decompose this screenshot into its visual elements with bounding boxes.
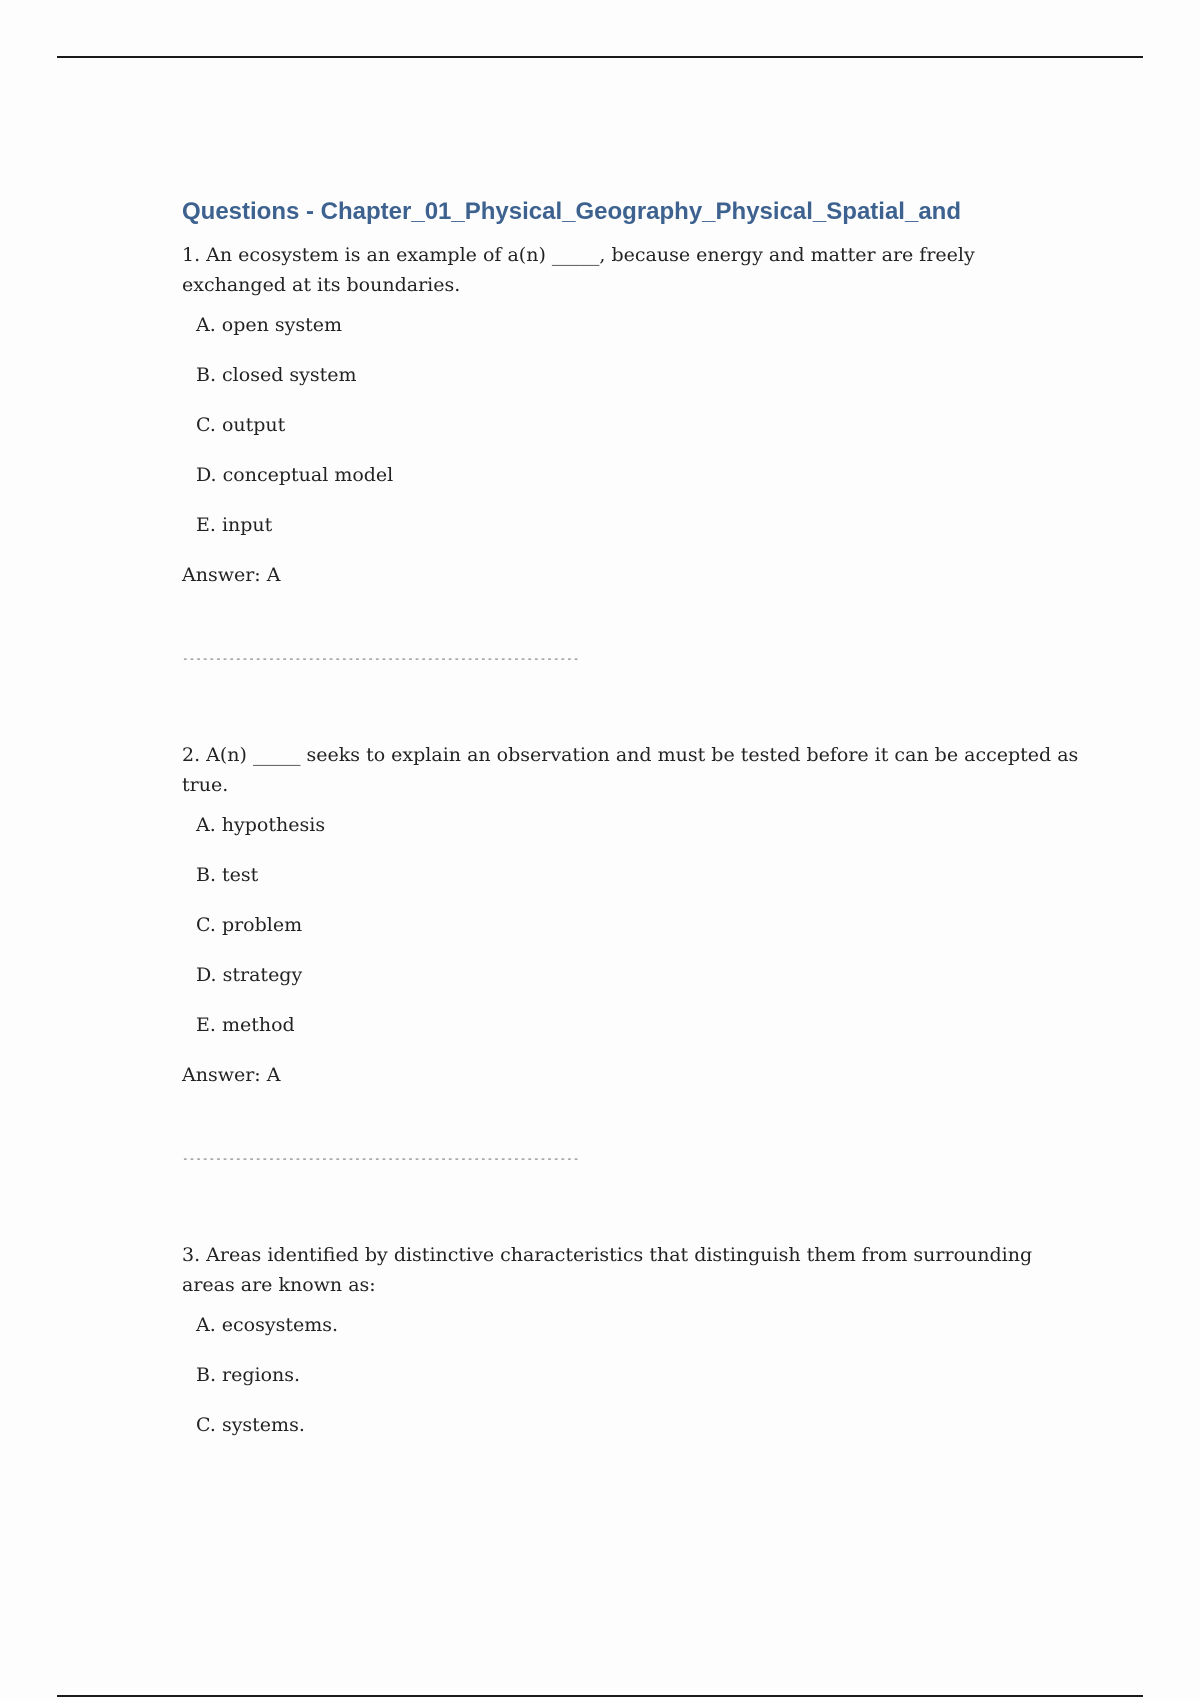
question-text: 2. A(n) _____ seeks to explain an observation and must be tested before it can be accepted as true. xyxy=(182,744,1079,796)
option-item: C. problem xyxy=(196,914,303,936)
footer-rule xyxy=(57,1695,1143,1697)
option-item: E. method xyxy=(196,1014,295,1036)
document-body xyxy=(182,192,1082,1462)
question-1 xyxy=(182,240,1082,588)
option-item: E. input xyxy=(196,514,273,536)
option-item: A. open system xyxy=(196,314,343,336)
option-item: D. conceptual model xyxy=(196,464,394,486)
option-item: C. systems. xyxy=(196,1414,305,1436)
option-item: A. hypothesis xyxy=(196,814,326,836)
question-3 xyxy=(182,1240,1082,1438)
question-2 xyxy=(182,740,1082,1088)
option-item: C. output xyxy=(196,414,286,436)
option-item: D. strategy xyxy=(196,964,303,986)
page-title: Questions - Chapter_01_Physical_Geography_Physical_Spatial_and xyxy=(182,198,961,225)
option-item: A. ecosystems. xyxy=(196,1314,339,1336)
option-list xyxy=(182,312,1082,538)
question-separator: ------------------------------------------------------------ xyxy=(182,652,580,665)
question-separator: ------------------------------------------------------------ xyxy=(182,1152,580,1165)
question-text: 3. Areas identified by distinctive characteristics that distinguish them from surrounding areas are known as: xyxy=(182,1244,1033,1296)
option-list xyxy=(182,1312,1082,1438)
answer-text: Answer: A xyxy=(182,564,281,586)
answer-text: Answer: A xyxy=(182,1064,281,1086)
header-rule xyxy=(57,56,1143,58)
option-list xyxy=(182,812,1082,1038)
option-item: B. closed system xyxy=(196,364,357,386)
option-item: B. regions. xyxy=(196,1364,301,1386)
question-text: 1. An ecosystem is an example of a(n) _____, because energy and matter are freely exchanged at its boundaries. xyxy=(182,244,975,296)
option-item: B. test xyxy=(196,864,259,886)
